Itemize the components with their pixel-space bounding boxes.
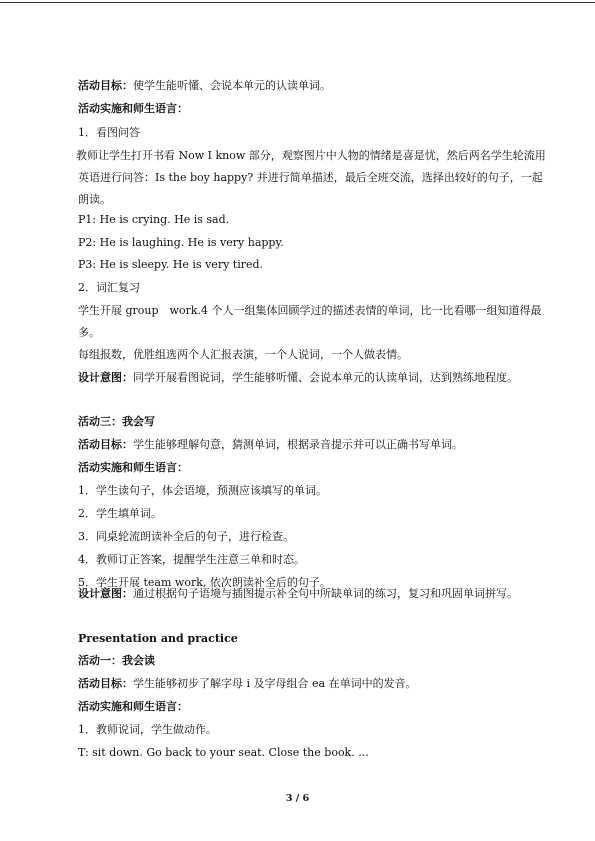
paragraph: 教师让学生打开书看 Now I know 部分，观察图片中人物的情绪是喜是忧，然后两名学生轮流用英语进行问答：Is the boy happy? 并进行简单描述，最后全班交流，选择出较好的句子，一起朗读。 bbox=[76, 149, 546, 206]
section-heading: 活动实施和师生语言： bbox=[78, 461, 188, 474]
paragraph: 活动目标：学生能够初步了解字母 i 及字母组合 ea 在单词中的发音。 bbox=[78, 677, 417, 690]
step-item: 2．词汇复习 bbox=[78, 281, 140, 294]
paragraph: 活动目标：学生能够理解句意，猜测单词，根据录音提示并可以正确书写单词。 bbox=[78, 438, 463, 451]
top-rule bbox=[0, 2, 595, 3]
paragraph: 活动目标：使学生能听懂、会说本单元的认读单词。 bbox=[78, 79, 331, 92]
section-heading: Presentation and practice bbox=[78, 632, 238, 645]
step-item: 1．看图问答 bbox=[78, 126, 140, 139]
page-number: 3 / 6 bbox=[285, 793, 310, 804]
dialogue-line: P3: He is sleepy. He is very tired. bbox=[78, 258, 264, 271]
section-heading: 活动实施和师生语言： bbox=[78, 102, 188, 115]
step-item: 5．学生开展 team work, 依次朗读补全后的句子。 bbox=[78, 576, 331, 589]
step-item: 3．同桌轮流朗读补全后的句子，进行检查。 bbox=[78, 530, 294, 543]
dialogue-line: P1: He is crying. He is sad. bbox=[78, 213, 230, 226]
step-item: 2．学生填单词。 bbox=[78, 507, 162, 520]
paragraph: 设计意图：同学开展看图说词，学生能够听懂、会说本单元的认读单词，达到熟练地程度。 bbox=[78, 371, 518, 384]
section-heading: 活动三：我会写 bbox=[78, 415, 155, 428]
dialogue-line: T: sit down. Go back to your seat. Close the book. ... bbox=[78, 746, 369, 759]
paragraph: 每组报数，优胜组选两个人汇报表演，一个人说词，一个人做表情。 bbox=[78, 348, 408, 361]
dialogue-line: P2: He is laughing. He is very happy. bbox=[78, 236, 284, 249]
step-item: 1．学生读句子，体会语境，预测应该填写的单词。 bbox=[78, 484, 327, 497]
paragraph: 设计意图：通过根据句子语境与插图提示补全句中所缺单词的练习，复习和巩固单词拼写。 bbox=[78, 587, 518, 600]
paragraph: 学生开展 group work.4 个人一组集体回顾学过的描述表情的单词，比一比看哪一组知道得最多。 bbox=[78, 304, 542, 339]
step-item: 4．教师订正答案，提醒学生注意三单和时态。 bbox=[78, 553, 305, 566]
step-item: 1．教师说词，学生做动作。 bbox=[78, 723, 217, 736]
section-heading: 活动实施和师生语言： bbox=[78, 700, 188, 713]
section-heading: 活动一：我会读 bbox=[78, 654, 155, 667]
